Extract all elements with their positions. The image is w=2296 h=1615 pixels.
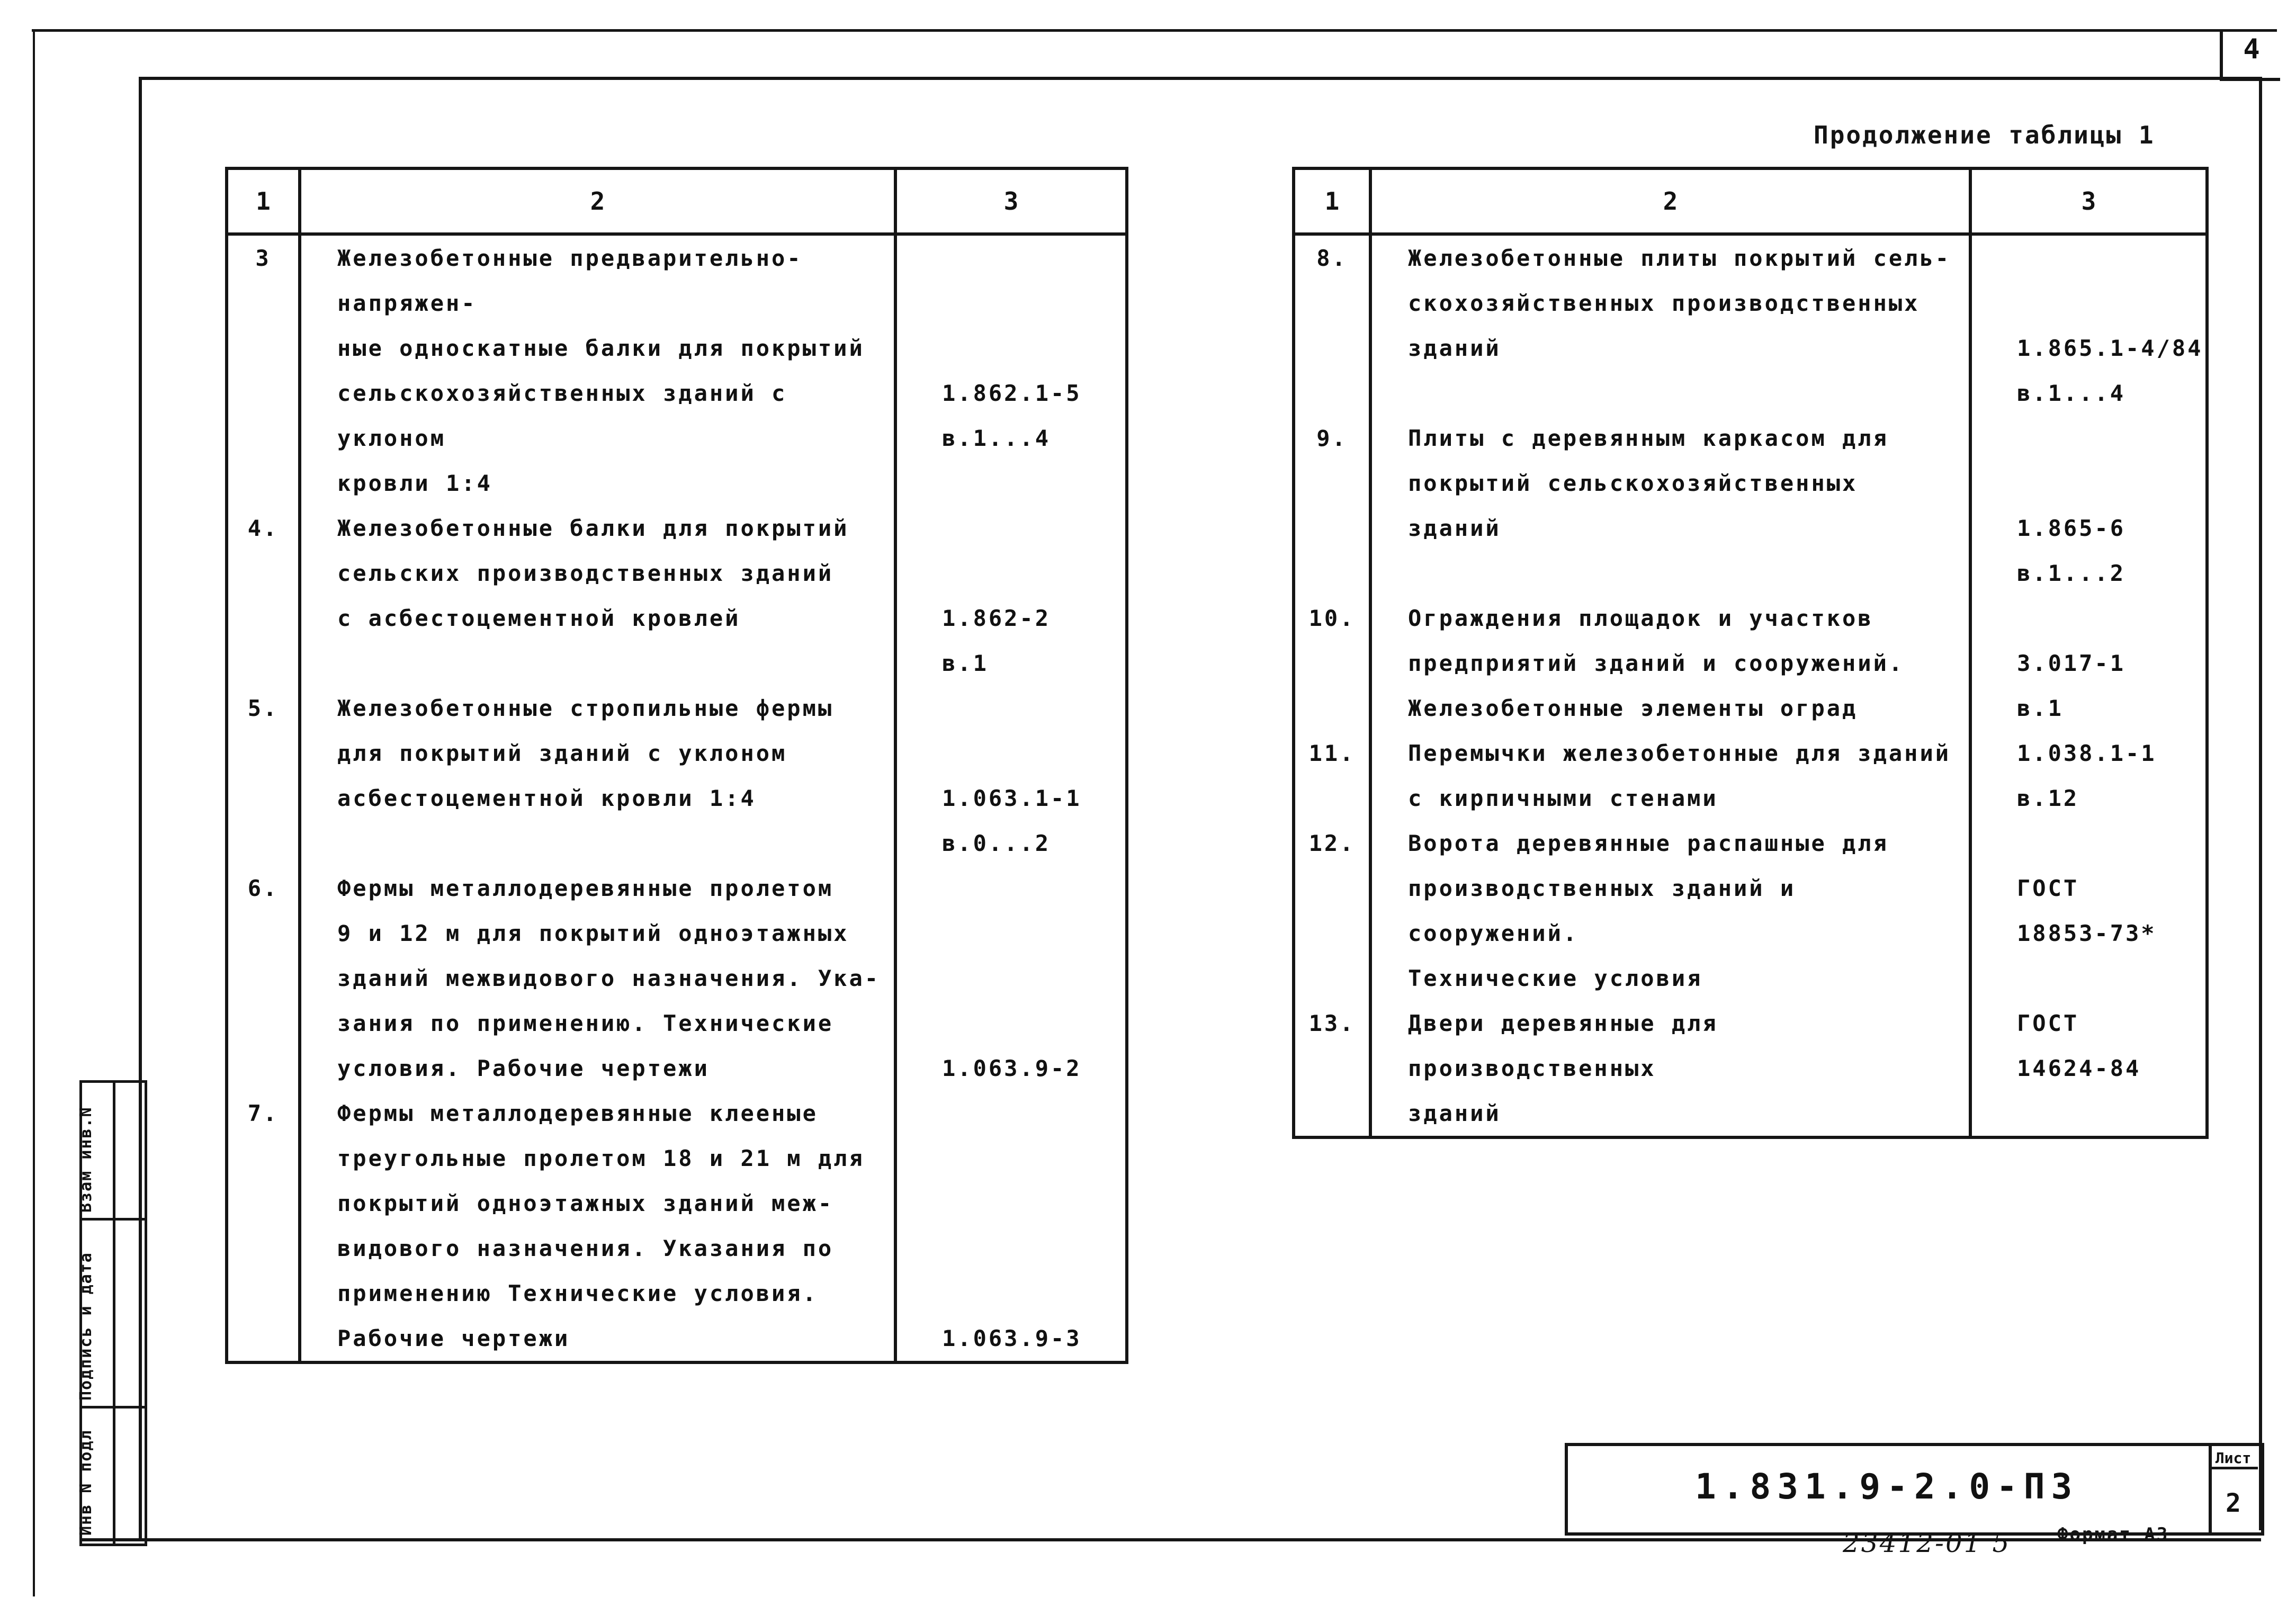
table-row: [1294, 416, 2207, 596]
description-line: сельских производственных зданий: [337, 560, 834, 586]
table-row: [227, 866, 1127, 1091]
item-code: [895, 1091, 1127, 1361]
code-line: [2017, 236, 2205, 281]
item-description: [1370, 596, 1970, 731]
sheet-label: Лист: [2209, 1449, 2258, 1469]
empty-cell: [1970, 1136, 2207, 1137]
code-line: [2017, 461, 2205, 506]
item-description: [1370, 1001, 1970, 1136]
description-line: Перемычки железобетонные для зданий: [1408, 740, 1951, 766]
code-line: [942, 506, 1125, 551]
code-line: в.0...2: [942, 830, 1051, 856]
item-description: [1370, 821, 1970, 1001]
code-line: [2017, 281, 2205, 326]
column-header-3: 3: [1970, 168, 2207, 234]
description-line: Железобетонные балки для покрытий: [337, 515, 849, 541]
code-line: 14624-84: [2017, 1055, 2141, 1081]
item-number: 11.: [1294, 731, 1370, 821]
document-code: 1.831.9-2.0-ПЗ: [1695, 1466, 2079, 1507]
code-line: [942, 1226, 1125, 1271]
item-code: [1970, 731, 2207, 821]
code-line: [2017, 596, 2205, 641]
code-line: [942, 1271, 1125, 1316]
item-description: [300, 866, 895, 1091]
description-line: зания по применению. Технические: [337, 1010, 834, 1036]
empty-cell: [300, 1361, 895, 1362]
item-description: [300, 686, 895, 866]
code-line: 1.038.1-1: [2017, 740, 2157, 766]
description-line: с асбестоцементной кровлей: [337, 605, 741, 631]
code-line: ГОСТ: [2017, 875, 2079, 901]
item-number: 9.: [1294, 416, 1370, 596]
table-row: [1294, 1001, 2207, 1136]
item-description: [300, 234, 895, 506]
item-code: [895, 686, 1127, 866]
description-line: производственных зданий и сооружений.: [1408, 875, 1796, 946]
column-header-2: 2: [300, 168, 895, 234]
sheet-number: 2: [2226, 1488, 2241, 1518]
table-row: [1294, 731, 2207, 821]
table-row: [227, 234, 1127, 506]
code-line: 1.063.9-2: [942, 1055, 1082, 1081]
description-line: зданий: [1408, 335, 1501, 361]
code-line: в.1...4: [2017, 380, 2126, 406]
frame-outer-left: [33, 29, 35, 1596]
description-line: Ограждения площадок и участков: [1408, 605, 1873, 631]
code-line: в.1: [942, 650, 989, 676]
code-line: ГОСТ: [2017, 1010, 2079, 1036]
code-line: 1.862-2: [942, 605, 1051, 631]
code-line: в.1: [2017, 695, 2064, 721]
table-filler-row: [227, 1361, 1127, 1362]
code-line: 1.063.9-3: [942, 1325, 1082, 1351]
code-line: 1.862.1-5: [942, 380, 1082, 406]
side-stamp-cell-signature: [77, 1221, 145, 1408]
item-code: [1970, 596, 2207, 731]
description-line: Фермы металлодеревянные клееные: [337, 1100, 818, 1126]
table-row: [1294, 234, 2207, 416]
code-line: [942, 1091, 1125, 1136]
item-code: [1970, 234, 2207, 416]
description-line: ные односкатные балки для покрытий: [337, 335, 865, 361]
description-line: 9 и 12 м для покрытий одноэтажных: [337, 920, 849, 946]
description-line: покрытий одноэтажных зданий меж-: [337, 1190, 834, 1216]
code-line: в.12: [2017, 785, 2079, 811]
column-header-3: 3: [895, 168, 1127, 234]
description-line: зданий: [1408, 1100, 1501, 1126]
item-number: 5.: [227, 686, 300, 866]
format-label: Формат А3: [2057, 1524, 2169, 1545]
sheet-box: [2205, 1443, 2264, 1536]
table-row: [227, 686, 1127, 866]
code-line: 3.017-1: [2017, 650, 2126, 676]
title-block: [1565, 1443, 2212, 1536]
side-stamp: [79, 1080, 147, 1546]
empty-cell: [895, 1361, 1127, 1362]
code-line: [942, 551, 1125, 596]
item-number: 8.: [1294, 234, 1370, 416]
code-line: [942, 731, 1125, 776]
item-number: 12.: [1294, 821, 1370, 1001]
code-line: [942, 1181, 1125, 1226]
archive-number: 23412-01 5: [1843, 1528, 2011, 1558]
item-code: [895, 866, 1127, 1091]
description-line: Железобетонные плиты покрытий сель-: [1408, 245, 1951, 271]
description-line: Железобетонные предварительно-напряжен-: [337, 245, 803, 316]
side-stamp-cell-replacement: [77, 1083, 145, 1221]
description-line: Двери деревянные для производственных: [1408, 1010, 1718, 1081]
description-line: треугольные пролетом 18 и 21 м для: [337, 1145, 865, 1171]
description-line: применению Технические условия.: [337, 1280, 818, 1306]
description-line: кровли 1:4: [337, 470, 492, 496]
description-line: сельскохозяйственных зданий с уклоном: [337, 380, 787, 451]
code-line: [942, 686, 1125, 731]
item-number: 3: [227, 234, 300, 506]
item-code: [1970, 821, 2207, 1001]
table-caption: Продолжение таблицы 1: [1814, 121, 2155, 149]
description-line: Плиты с деревянным каркасом для: [1408, 425, 1889, 451]
code-line: [942, 956, 1125, 1001]
column-header-1: 1: [227, 168, 300, 234]
item-code: [1970, 1001, 2207, 1136]
description-line: Фермы металлодеревянные пролетом: [337, 875, 834, 901]
description-line: с кирпичными стенами: [1408, 785, 1718, 811]
page-number-box: [2220, 29, 2280, 81]
item-number: 4.: [227, 506, 300, 686]
code-line: [2017, 416, 2205, 461]
item-code: [1970, 416, 2207, 596]
empty-cell: [1370, 1136, 1970, 1137]
description-line: покрытий сельскохозяйственных: [1408, 470, 1858, 496]
right-table: [1292, 167, 2209, 1139]
frame-inner-right: [2259, 77, 2262, 1530]
description-line: предприятий зданий и сооружений.: [1408, 650, 1905, 676]
code-line: [942, 1136, 1125, 1181]
code-line: в.1...4: [942, 425, 1051, 451]
item-code: [895, 234, 1127, 506]
column-header-2: 2: [1370, 168, 1970, 234]
code-line: 18853-73*: [2017, 920, 2157, 946]
frame-inner-top: [139, 77, 2262, 80]
item-number: 7.: [227, 1091, 300, 1361]
description-line: скохозяйственных производственных: [1408, 290, 1920, 316]
column-header-1: 1: [1294, 168, 1370, 234]
description-line: Ворота деревянные распашные для: [1408, 830, 1889, 856]
table-row: [227, 506, 1127, 686]
code-line: [942, 866, 1125, 911]
item-number: 6.: [227, 866, 300, 1091]
code-line: [942, 236, 1125, 281]
code-line: 1.063.1-1: [942, 785, 1082, 811]
frame-top: [32, 29, 2277, 32]
description-line: Железобетонные элементы оград: [1408, 695, 1858, 721]
empty-cell: [227, 1361, 300, 1362]
item-number: 13.: [1294, 1001, 1370, 1136]
side-stamp-label: Подпись и дата: [77, 1252, 95, 1401]
description-line: для покрытий зданий с уклоном: [337, 740, 787, 766]
right-table-body: [1294, 234, 2207, 1137]
side-stamp-label: Взам инв.N: [77, 1106, 95, 1213]
item-number: 10.: [1294, 596, 1370, 731]
table-row: [227, 1091, 1127, 1361]
code-line: [942, 326, 1125, 371]
empty-cell: [1294, 1136, 1370, 1137]
table-row: [1294, 821, 2207, 1001]
code-line: [942, 911, 1125, 956]
table-filler-row: [1294, 1136, 2207, 1137]
description-line: зданий: [1408, 515, 1501, 541]
item-description: [1370, 416, 1970, 596]
right-table-header: [1294, 168, 2207, 234]
description-line: Рабочие чертежи: [337, 1325, 570, 1351]
description-line: асбестоцементной кровли 1:4: [337, 785, 756, 811]
page-number: 4: [2243, 33, 2260, 65]
code-line: [2017, 821, 2205, 866]
left-table-header: [227, 168, 1127, 234]
table-row: [1294, 596, 2207, 731]
code-line: [942, 1001, 1125, 1046]
description-line: зданий межвидового назначения. Ука-: [337, 965, 881, 991]
item-description: [300, 1091, 895, 1361]
left-table: [225, 167, 1128, 1364]
item-description: [300, 506, 895, 686]
item-code: [895, 506, 1127, 686]
side-stamp-label: Инв N подл: [77, 1429, 95, 1536]
code-line: 1.865-6: [2017, 515, 2126, 541]
item-description: [1370, 731, 1970, 821]
description-line: Технические условия: [1408, 965, 1703, 991]
item-description: [1370, 234, 1970, 416]
left-table-body: [227, 234, 1127, 1362]
code-line: [942, 281, 1125, 326]
code-line: в.1...2: [2017, 560, 2126, 586]
description-line: условия. Рабочие чертежи: [337, 1055, 710, 1081]
code-line: 1.865.1-4/84: [2017, 335, 2203, 361]
description-line: видового назначения. Указания по: [337, 1235, 834, 1261]
description-line: Железобетонные стропильные фермы: [337, 695, 834, 721]
side-stamp-cell-original: [77, 1408, 145, 1541]
